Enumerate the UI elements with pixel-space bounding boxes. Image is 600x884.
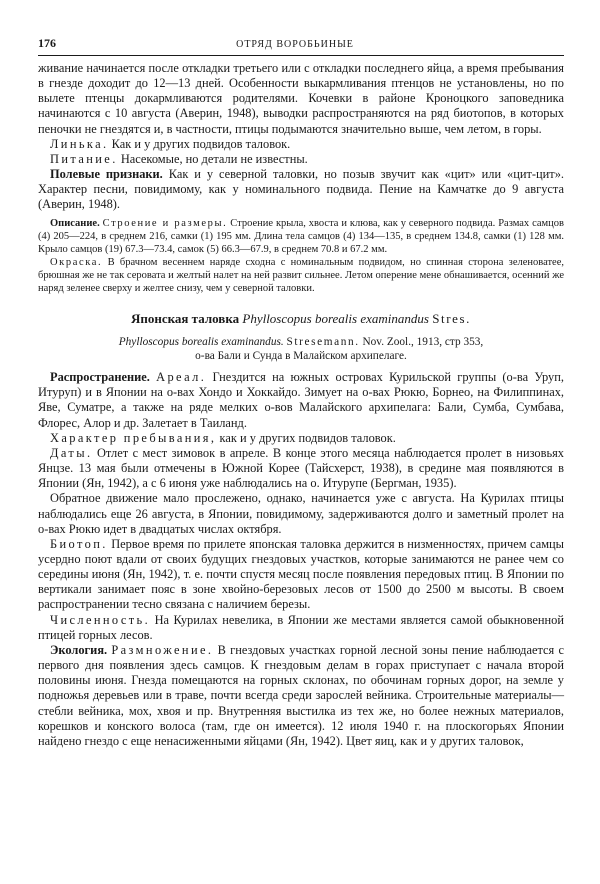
stay-text: как и у других подвидов таловок. xyxy=(219,430,396,445)
synonym-locality: о-ва Бали и Сунда в Малайском архипелаге. xyxy=(195,350,407,363)
description-sublabel: Строение и размеры. xyxy=(102,217,228,229)
biotope-paragraph xyxy=(38,537,564,613)
intro-paragraph: живание начинается после откладки третьего или с откладки последнего яйца, а время пребывания в гнезде доходит до 12—13 дней. Особенности выкармливания птенцов не установлены, но по вылете птенцы докармливаются родителями. Кочевки в районе Кроноцкого заповедника начинаются с 10 августа (Аверин, 1948), выводки распространяются на ряд биотопов, в которых пеночки не гнездятся и, в частности, птицы подымаются значительно выше, чем летом, в горы. xyxy=(38,61,564,136)
field-marks-paragraph xyxy=(38,167,564,212)
color-label: Окраска. xyxy=(50,256,103,268)
synonym-author: Stresemann. xyxy=(286,336,360,349)
section-common-name: Японская таловка xyxy=(130,311,240,327)
page xyxy=(38,36,564,749)
distribution-label: Распространение. xyxy=(50,370,150,385)
description-block xyxy=(38,217,564,296)
food-text: Насекомые, но детали не известны. xyxy=(120,151,308,166)
dates-label: Даты. xyxy=(50,445,93,460)
distribution-paragraph xyxy=(38,370,564,431)
stay-paragraph xyxy=(38,431,564,446)
distribution-text: Гнездится на южных островах Курильской группы (о-ва Уруп, Итуруп) и в Японии на о-вах Хондо и Хоккайдо. Зимует на о-вах Рюкю, Борнео, на Филиппинах, Яве, Суматре, а также на ряде мелких о-вов Малайского архипелага: Бали, Сумба, Сумбава, Флорес, Алор и др. Залетает в Таиланд. xyxy=(38,370,564,430)
description-paragraph xyxy=(38,217,564,256)
abundance-label: Численность. xyxy=(50,612,151,627)
abundance-text: На Курилах невелика, в Японии же местами является самой обыкновенной птицей горных лесов. xyxy=(38,612,564,642)
page-header xyxy=(38,36,564,56)
distribution-sublabel: Ареал. xyxy=(156,370,207,385)
stay-label: Характер пребывания, xyxy=(50,430,217,445)
synonym-latin: Phylloscopus borealis examinandus. xyxy=(118,336,284,349)
food-paragraph xyxy=(38,152,564,167)
field-marks-text: Как и у северной таловки, но позыв звучит как «цит» или «цит-цит». Характер песни, повидимому, как у номинального подвида. Пение на Камчатке до 9 августа (Аверин, 1948). xyxy=(38,167,564,212)
body-text xyxy=(38,61,564,213)
description-label: Описание. xyxy=(50,217,100,229)
biotope-text: Первое время по прилете японская таловка держится в низменностях, причем самцы усердно поют вдали от своих будущих гнездовых участков, которые занимаются не ранее чем со середины июня (Ян, 1942), т. е. почти спустя месяц после появления передовых птиц. В Японии по вертикали занимает пояс в зоне хвойно-березовых лесов от 1500 до 2500 м высоты. В своем распространении тесно связана с наличием березы. xyxy=(38,536,564,612)
synonym-line-1 xyxy=(38,335,564,349)
molt-label: Линька. xyxy=(50,136,109,151)
section-author: Stres. xyxy=(432,311,472,327)
running-title: ОТРЯД ВОРОБЬИНЫЕ xyxy=(236,39,354,50)
molt-paragraph xyxy=(38,137,564,152)
ecology-label: Экология. xyxy=(50,642,108,657)
section-latin-name: Phylloscopus borealis examinandus xyxy=(242,311,429,327)
dates-text: Отлет с мест зимовок в апреле. В конце этого месяца наблюдается пролет в низовьях Янцзе. 13 мая были отмечены в Южной Корее (Тайсхерст, 1938), в средине мая появляются в Японии (Ян, 1942), а с 6 июня уже наблюдались на о. Итурупе (Бергман, 1935). xyxy=(38,445,564,491)
description-text: Строение крыла, хвоста и клюва, как у северного подвида. Размах самцов (4) 205—224, в среднем 216, самки (1) 195 мм. Длина тела самцов (4) 134—135, в среднем 134.8, самки (1) 128 мм. Крыло самцов (19) 67.3—73.4, самок (5) 66.3—67.9, в среднем 70.8 и 67.2 мм. xyxy=(38,217,565,255)
ecology-paragraph xyxy=(38,643,564,749)
ecology-text: В гнездовых участках горной лесной зоны пение наблюдается с первого дня появления здесь самцов. К гнездовым делам в горах приступает с начала второй половины июня. Гнезда помещаются на горных склонах, по обочинам горных дорог, на земле у подножья деревьев или в траве, почти всегда среди зарослей вейника. Строительные материалы—стебли вейника, мох, хвоя и пр. Внутренняя выстилка из тех же, но более нежных материалов, корешков и конского волоса (там, где он имеется). 12 июля 1940 г. на плоскогорьях Японии найдено гнездо с еще ненасиженными яйцами (Ян, 1942). Цвет яиц, как и у других таловок, xyxy=(38,642,564,748)
field-marks-label: Полевые признаки. xyxy=(50,167,163,182)
food-label: Питание. xyxy=(50,151,118,166)
molt-text: Как и у других подвидов таловок. xyxy=(111,136,291,151)
dates-paragraph xyxy=(38,446,564,491)
synonym-citation-text: Nov. Zool., 1913, стр 353, xyxy=(362,336,484,349)
subspecies-body xyxy=(38,370,564,749)
abundance-paragraph xyxy=(38,613,564,643)
page-number: 176 xyxy=(38,36,56,50)
biotope-label: Биотоп. xyxy=(50,536,108,551)
synonym-citation xyxy=(38,335,564,363)
color-text: В брачном весеннем наряде сходна с номинальным подвидом, но спинная сторона зеленоватее, брюшная же не так серовата и желтый налет на ней развит сильнее. Летом оперение мене обнашивается, осенний же наряд зеленее сверху и желтее снизу, чем у северной таловки. xyxy=(38,256,564,295)
section-title xyxy=(38,311,564,327)
ecology-sublabel: Размножение. xyxy=(111,642,214,657)
color-paragraph xyxy=(38,256,564,295)
return-migration-paragraph: Обратное движение мало прослежено, однако, начинается уже с августа. На Курилах птицы наблюдались еще 26 августа, в Японии, повидимому, задерживаются долго и заметный пролет на о-вах Рюкю идет в двадцатых числах октября. xyxy=(38,491,564,536)
